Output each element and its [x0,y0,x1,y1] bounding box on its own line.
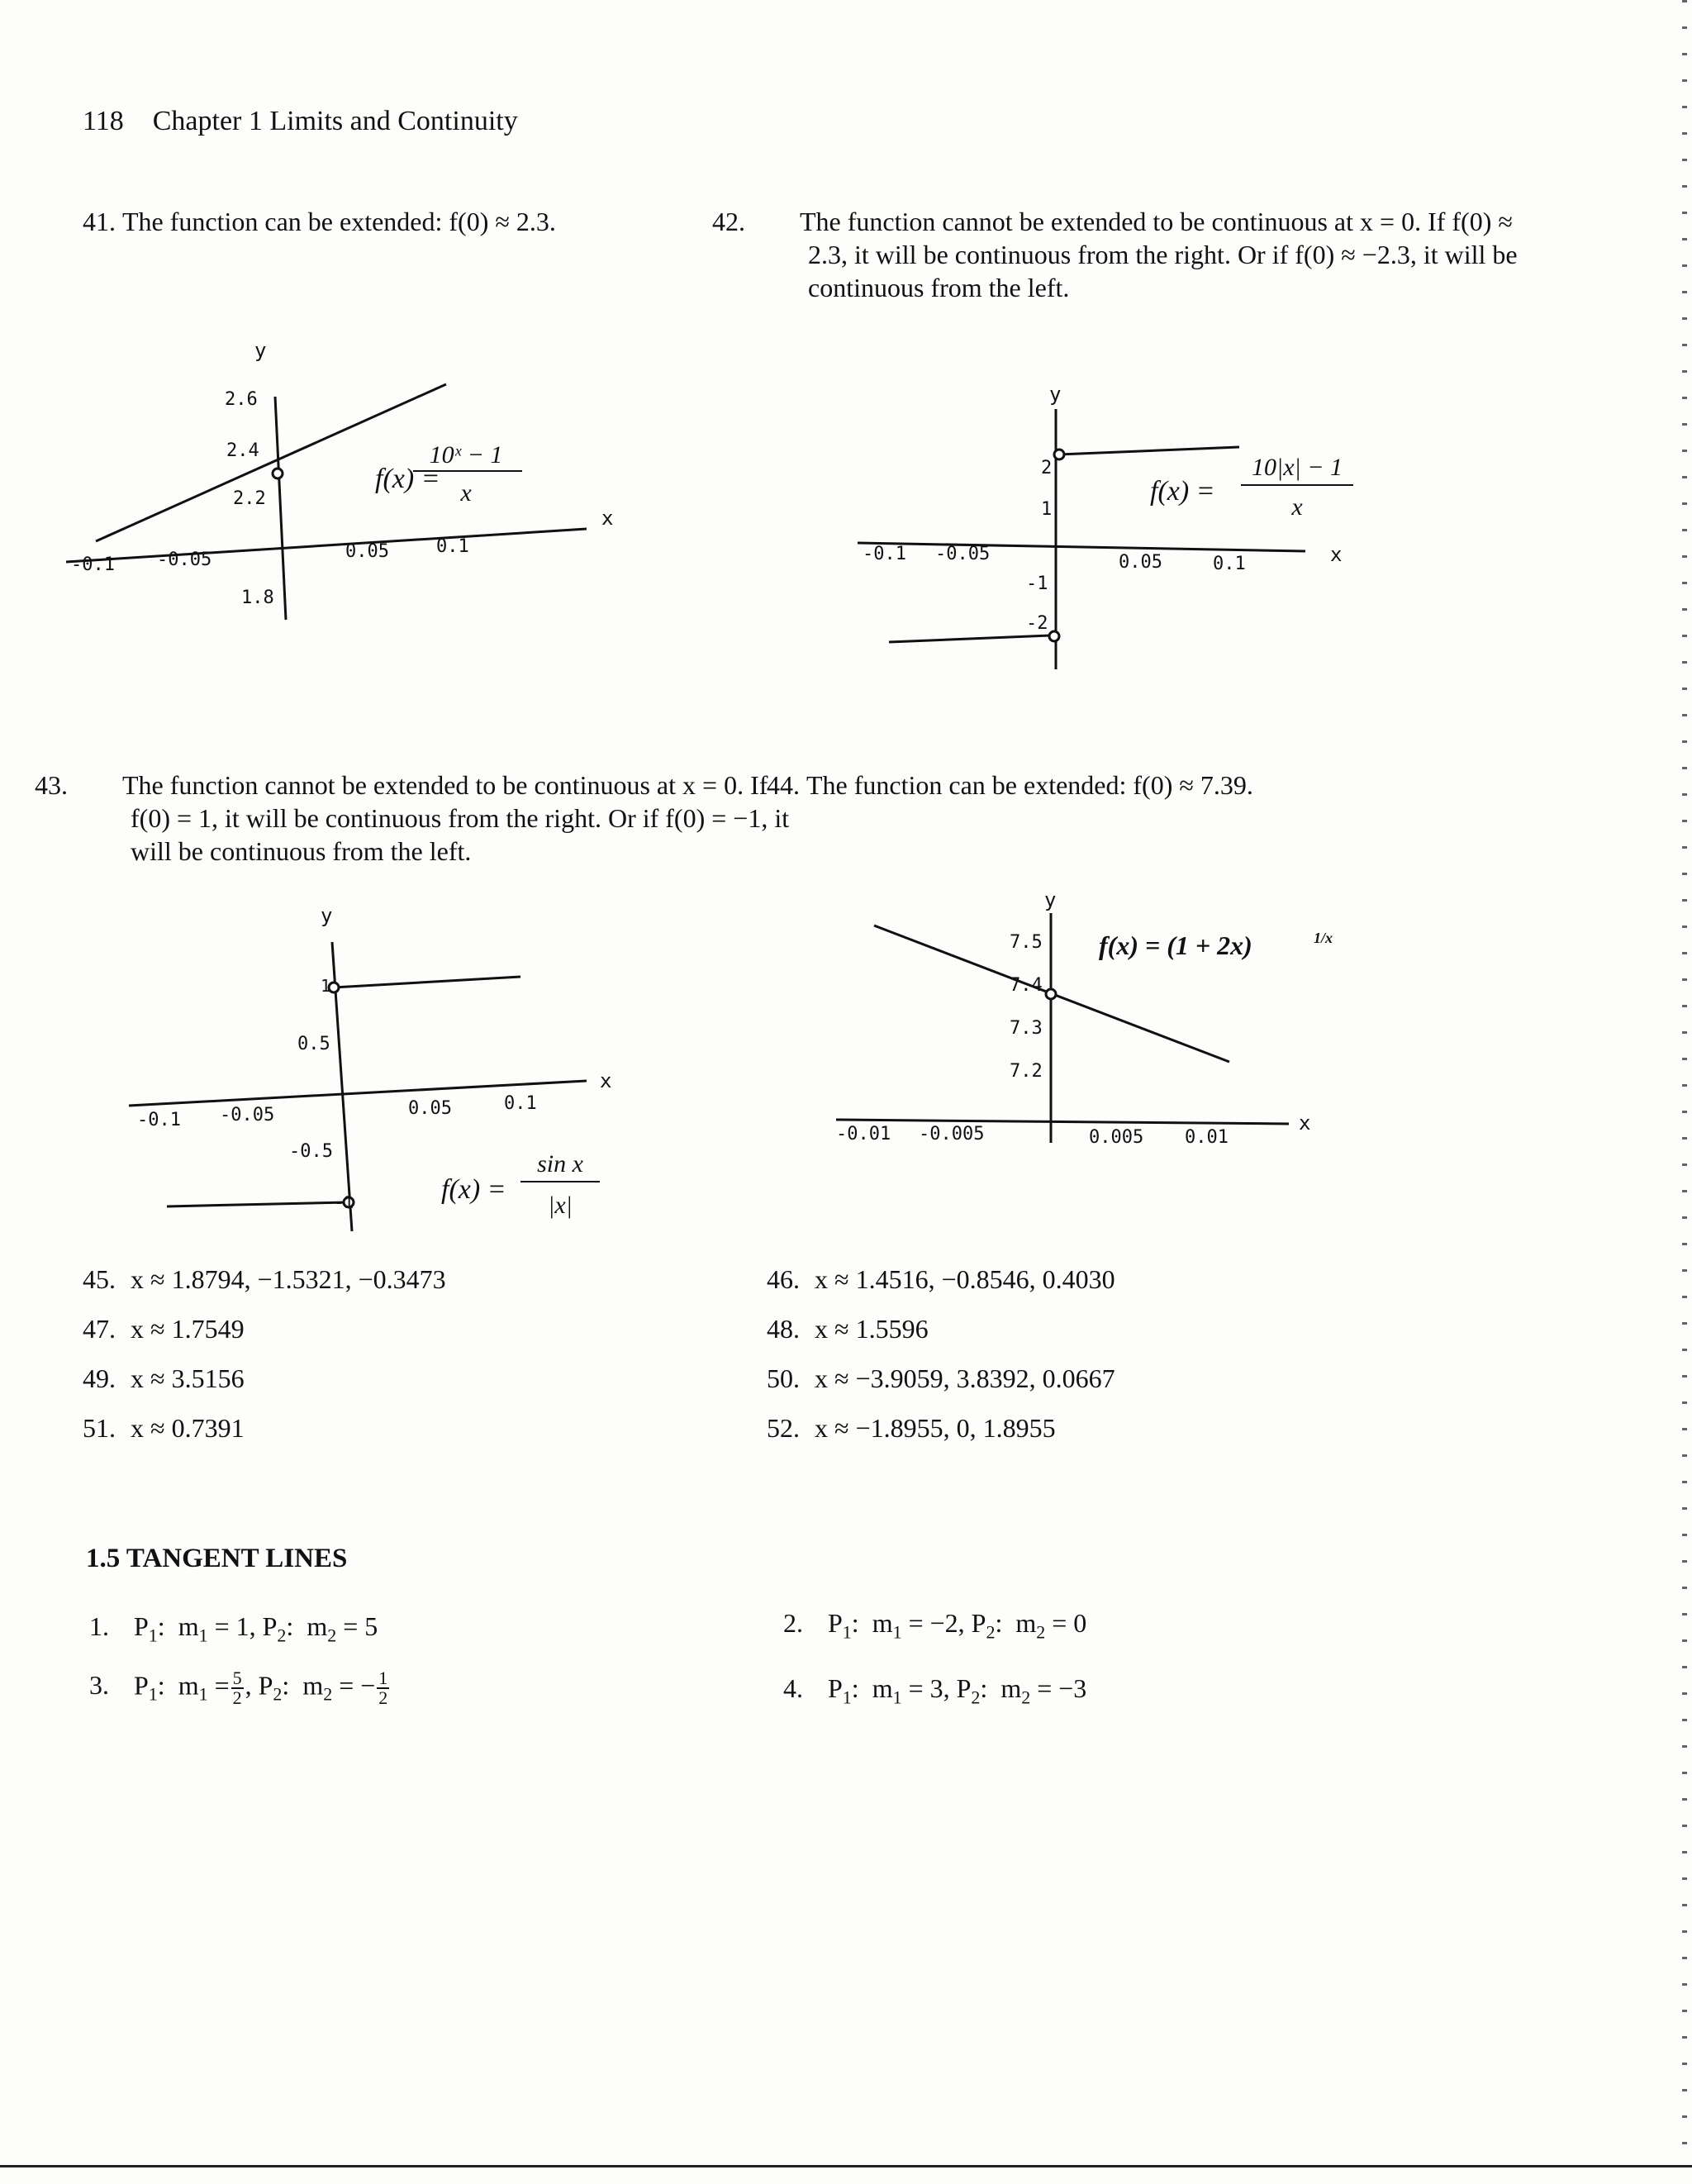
answer-text: x ≈ 0.7391 [131,1413,245,1443]
x-tick-label: 0.1 [436,536,469,557]
answer-text: x ≈ −1.8955, 0, 1.8955 [815,1413,1056,1443]
graph-42 [843,376,1404,682]
section-heading: 1.5 TANGENT LINES [86,1544,348,1573]
tangent-answer-3: 3. $P_1$: $m_1$ = $\frac{5}{2}$ , $P_2$: $m_2$ = − $\frac{1}{2}$ [89,1668,388,1708]
problem-text: The function cannot be extended to be continuous at x = 0. If f(0) = 1, it will be continuous from the right. Or if f(0) = −1, it will be continuous from the left. [122,770,790,866]
function-label: f(x) = (1 + 2x) [1099,930,1252,960]
function-label: f(x) = [441,1174,506,1205]
y-axis-label: y [254,339,267,362]
answer-50 [767,1363,1115,1394]
answer-number: 2. [783,1608,803,1638]
y-tick-label: 2 [1041,458,1053,478]
y-tick-label: 1 [321,976,331,996]
y-axis-label: y [321,909,333,927]
x-tick-label: -0.1 [71,554,115,575]
function-curve [96,384,446,541]
y-tick-label: 0.5 [297,1034,330,1054]
x-axis-label: x [1299,1111,1311,1135]
page-header [83,106,518,137]
answer-number: 45. [83,1264,116,1294]
right-branch [334,977,520,987]
answer-number: 48. [767,1314,800,1344]
x-tick-label: 0.005 [1089,1127,1144,1148]
x-tick-label: 0.1 [504,1093,537,1114]
answer-52 [767,1413,1056,1444]
y-tick-label: 2.6 [225,389,258,410]
function-exponent: 1/x [1314,930,1333,946]
x-axis [858,543,1305,551]
fraction: $\frac{1}{2}$ [378,1668,388,1708]
y-tick-label: -2 [1026,613,1048,634]
fraction: $\frac{5}{2}$ [232,1668,242,1708]
x-axis-label: x [601,507,614,530]
x-tick-label: 0.01 [1185,1127,1229,1148]
left-branch [889,635,1051,642]
hole-point-left [1049,631,1059,641]
answer-number: 49. [83,1363,116,1393]
problem-44 [767,768,1510,802]
problem-text: The function cannot be extended to be continuous at x = 0. If f(0) ≈ 2.3, it will be continuous from the right. Or if f(0) ≈ −2.3, it will be continuous from the left. [800,207,1518,302]
answer-number: 3. [89,1670,109,1701]
x-tick-label: -0.05 [157,550,212,570]
answer-number: 52. [767,1413,800,1443]
y-tick-label: 7.3 [1010,1018,1043,1039]
x-tick-label: -0.05 [220,1105,275,1125]
x-tick-label: -0.1 [863,544,906,564]
y-tick-label: 1.8 [241,588,274,608]
y-axis [275,397,286,620]
answer-text: x ≈ 1.7549 [131,1314,245,1344]
bottom-rule [0,2165,1692,2167]
hole-point [273,469,283,478]
answer-number: 50. [767,1363,800,1393]
x-tick-label: 0.05 [1119,552,1162,573]
function-denominator: x [460,479,472,507]
problem-42 [712,205,1535,304]
graph-41 [66,339,644,636]
y-tick-label: -1 [334,1192,354,1212]
left-branch [167,1202,347,1206]
x-axis-label: x [1330,543,1343,566]
problem-number: 43. [35,770,68,800]
y-tick-label: 7.2 [1010,1061,1043,1082]
answer-number: 47. [83,1314,116,1344]
hole-point [1046,989,1056,999]
y-tick-label: 7.5 [1010,932,1043,953]
y-tick-label: 2.4 [226,440,259,461]
hole-point-right [1054,450,1064,459]
problem-41 [83,205,711,238]
answer-number: 1. [89,1611,109,1641]
answer-text: x ≈ 3.5156 [131,1363,245,1393]
y-axis-label: y [1049,383,1062,406]
answer-text: x ≈ 1.5596 [815,1314,929,1344]
problem-number: 41. [83,207,116,236]
scan-edge [1682,0,1687,2148]
x-tick-label: 0.1 [1213,554,1246,574]
problem-text: The function can be extended: f(0) ≈ 7.39. [806,770,1253,800]
y-tick-label: 1 [1041,499,1053,520]
answer-45 [83,1264,446,1295]
answer-text: x ≈ 1.8794, −1.5321, −0.3473 [131,1264,446,1294]
function-numerator: sin x [537,1150,583,1178]
answer-number: 51. [83,1413,116,1443]
x-axis-label: x [600,1069,612,1092]
page-number: 118 [83,106,124,136]
right-branch [1059,447,1239,454]
function-label: f(x) = [1150,476,1215,507]
function-denominator: x [1291,493,1303,521]
y-axis-label: y [1044,888,1057,911]
y-tick-label: 7.4 [1010,975,1043,996]
answer-number: 4. [783,1673,803,1703]
answer-49 [83,1363,245,1394]
tangent-answer-4: 4. $P_1$: $m_1 = 3$, $P_2$: $m_2 = -3$ [783,1673,1087,1708]
graph-44 [826,888,1421,1161]
x-axis [836,1120,1289,1124]
problem-number: 42. [712,207,745,236]
y-tick-label: -1 [1026,573,1048,594]
function-numerator: 10|x| − 1 [1251,454,1343,481]
x-tick-label: 0.05 [345,541,389,562]
graph-43 [124,909,653,1240]
x-tick-label: -0.1 [137,1110,181,1130]
chapter-title: Chapter 1 Limits and Continuity [152,106,518,136]
function-label: f(x) = [375,464,440,494]
function-denominator: |x| [548,1192,573,1219]
problem-number: 44. [767,770,800,800]
problem-text: The function can be extended: f(0) ≈ 2.3. [122,207,556,236]
problem-43 [35,768,791,868]
answer-48 [767,1314,929,1344]
tangent-answer-1: 1. $P_1$: $m_1 = 1$, $P_2$: $m_2 = 5$ [89,1611,378,1646]
answer-47 [83,1314,245,1344]
y-tick-label: -0.5 [289,1141,333,1162]
answer-text: x ≈ 1.4516, −0.8546, 0.4030 [815,1264,1115,1294]
x-tick-label: -0.005 [919,1124,985,1144]
answer-46 [767,1264,1115,1295]
answer-number: 46. [767,1264,800,1294]
x-tick-label: -0.01 [836,1124,891,1144]
answer-51 [83,1413,245,1444]
answer-text: x ≈ −3.9059, 3.8392, 0.0667 [815,1363,1115,1393]
y-tick-label: 2.2 [233,488,266,509]
x-axis [66,529,587,562]
tangent-answer-2: 2. $P_1$: $m_1 = -2$, $P_2$: $m_2 = 0$ [783,1608,1087,1643]
x-tick-label: 0.05 [408,1098,452,1119]
function-numerator: 10ˣ − 1 [429,441,503,469]
x-tick-label: -0.05 [935,544,991,564]
